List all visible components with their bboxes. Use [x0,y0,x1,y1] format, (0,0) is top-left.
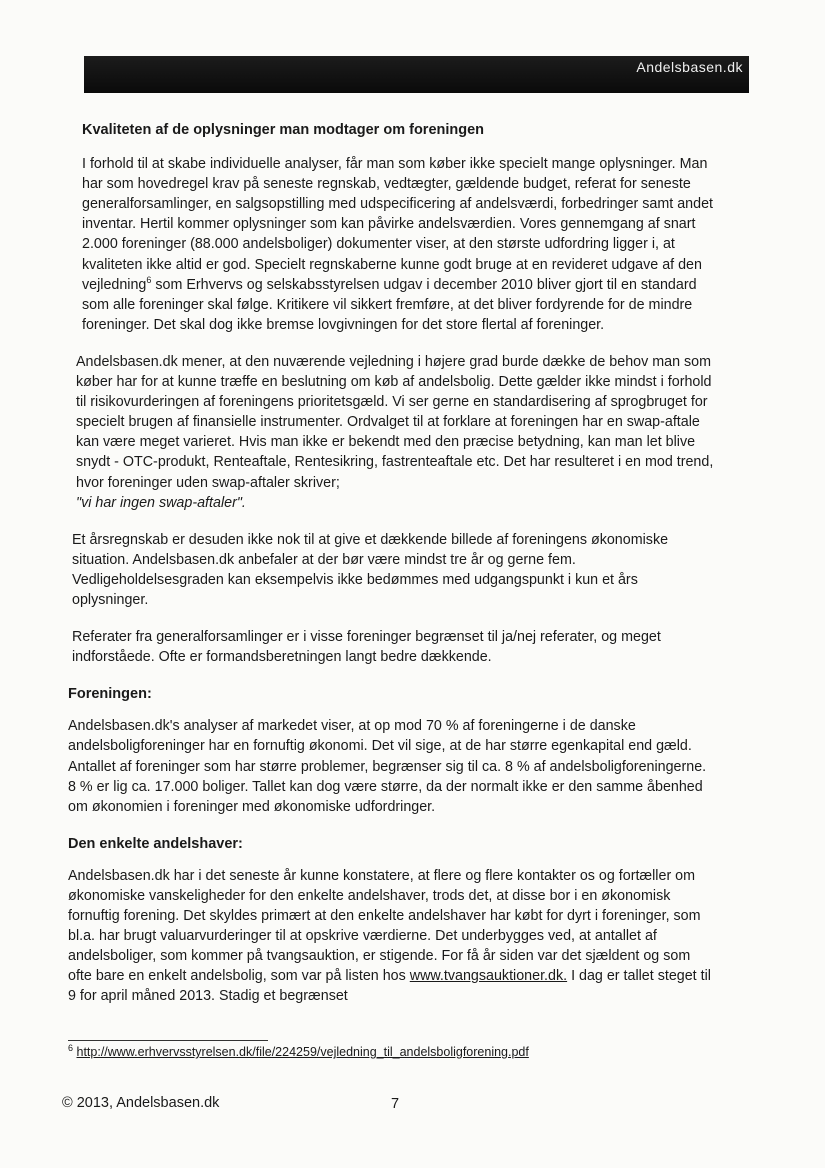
section-heading-andelshaver: Den enkelte andelshaver: [68,835,243,852]
tvangsauktioner-link[interactable]: www.tvangsauktioner.dk. [409,968,568,985]
paragraph-2: Andelsbasen.dk mener, at den nuværende vejledning i højere grad burde dække de behov man som køber har for at kunne træffe en beslutning om køb af andelsbolig. Dette gælder ikke mindst i forhold til risikovurderingen af foreningens prioritetsgæld. Vi ser gerne en standardisering af sprogbruget for specielt brugen af finansielle instrumenter. Ordvalget til at forklare at foreningen har en swap-aftale kan være meget varieret. Hvis man ikke er bekendt med den præcise betydning, kan man let blive snydt - OTC-produkt, Renteaftale, Rentesikring, fastrenteaftale etc. Det har resulteret i en mod trend, hvor foreninger uden swap-aftaler skriver; "vi har ingen swap-aftaler". [76,352,718,513]
quote: "vi har ingen swap-aftaler". [76,494,246,511]
paragraph-4: Referater fra generalforsamlinger er i visse foreninger begrænset til ja/nej referater, og meget indforståede. Ofte er formandsberetningen langt bedre dækkende. [72,629,661,666]
paragraph-6: Andelsbasen.dk har i det seneste år kunne konstatere, at flere og flere kontakter os og fortæller om økonomiske vanskeligheder for den enkelte andelshaver, trods det, at disse bor i en økonomisk fornuftig forening. Det skyldes primært at den enkelte andelshaver har købt for dyrt i foreninger, som bl.a. har brugt valuarvurderinger til at opskrive værdierne. Det underbygges ved, at antallet af andelsboliger, som kommer på tvangsauktion, er stigende. For få år siden var det sjældent og som ofte bare en enkelt andelsbolig, som var på listen hos www.tvangsauktioner.dk. I dag er tallet steget til 9 for april måned 2013. Stadig et begrænset [68,867,711,1005]
footnote-divider [68,1040,268,1041]
footnote [68,1042,529,1059]
paragraph-1: I forhold til at skabe individuelle analyser, får man som køber ikke specielt mange oplysninger. Man har som hovedregel krav på seneste regnskab, vedtægter, gældende budget, referat for seneste generalforsamlinger, en salgsopstilling med udspecificering af andelsværdi, forbedringer samt andet inventar. Hertil kommer oplysninger som kan påvirke andelsværdien. Vores gennemgang af snart 2.000 foreninger (88.000 andelsboliger) dokumenter viser, at den største udfordring ligger i, at kvaliteten ikke altid er god. Specielt regnskaberne kunne godt bruge at en revideret udgave af den vejledning$^6$ som Erhvervs og selskabsstyrelsen udgav i december 2010 bliver gjort til en standard som alle foreninger skal følge. Kritikere vil sikkert fremføre, at det bliver fordyrende for de mindre foreninger. Det skal dog ikke bremse lovgivningen for det store flertal af foreninger. [82,156,713,333]
paragraph-3: Et årsregnskab er desuden ikke nok til at give et dækkende billede af foreningens økonomiske situation. Andelsbasen.dk anbefaler at der bør være mindst tre år og gerne fem. Vedligeholdelsesgraden kan eksempelvis ikke bedømmes med udgangspunkt i kun et års oplysninger. [72,531,669,608]
header-banner [84,56,749,93]
footnote-number: 6 [68,1042,74,1053]
page-number: 7 [391,1096,400,1112]
section-heading-foreningen: Foreningen: [68,686,152,703]
paragraph-5: Andelsbasen.dk's analyser af markedet viser, at op mod 70 % af foreningerne i de danske andelsboligforeninger har en fornuftig økonomi. Det vil sige, at de har større egenkapital end gæld. Antallet af foreninger som har større problemer, begrænser sig til ca. 8 % af andelsboligforeningerne. 8 % er lig ca. 17.000 boliger. Tallet kan dog være større, da der normalt ikke er den samme åbenhed om økonomien i foreninger med økonomiske udfordringer. [68,718,707,815]
section-heading-quality: Kvaliteten af de oplysninger man modtager om foreningen [82,122,485,138]
main-content [68,120,718,1024]
footnote-url[interactable]: http://www.erhvervsstyrelsen.dk/file/224259/vejledning_til_andelsboligforening.pdf [76,1045,529,1059]
brand-label: Andelsbasen.dk [636,59,743,75]
footer-copyright: © 2013, Andelsbasen.dk [62,1095,220,1111]
footnote-ref[interactable]: 6 [146,274,152,285]
